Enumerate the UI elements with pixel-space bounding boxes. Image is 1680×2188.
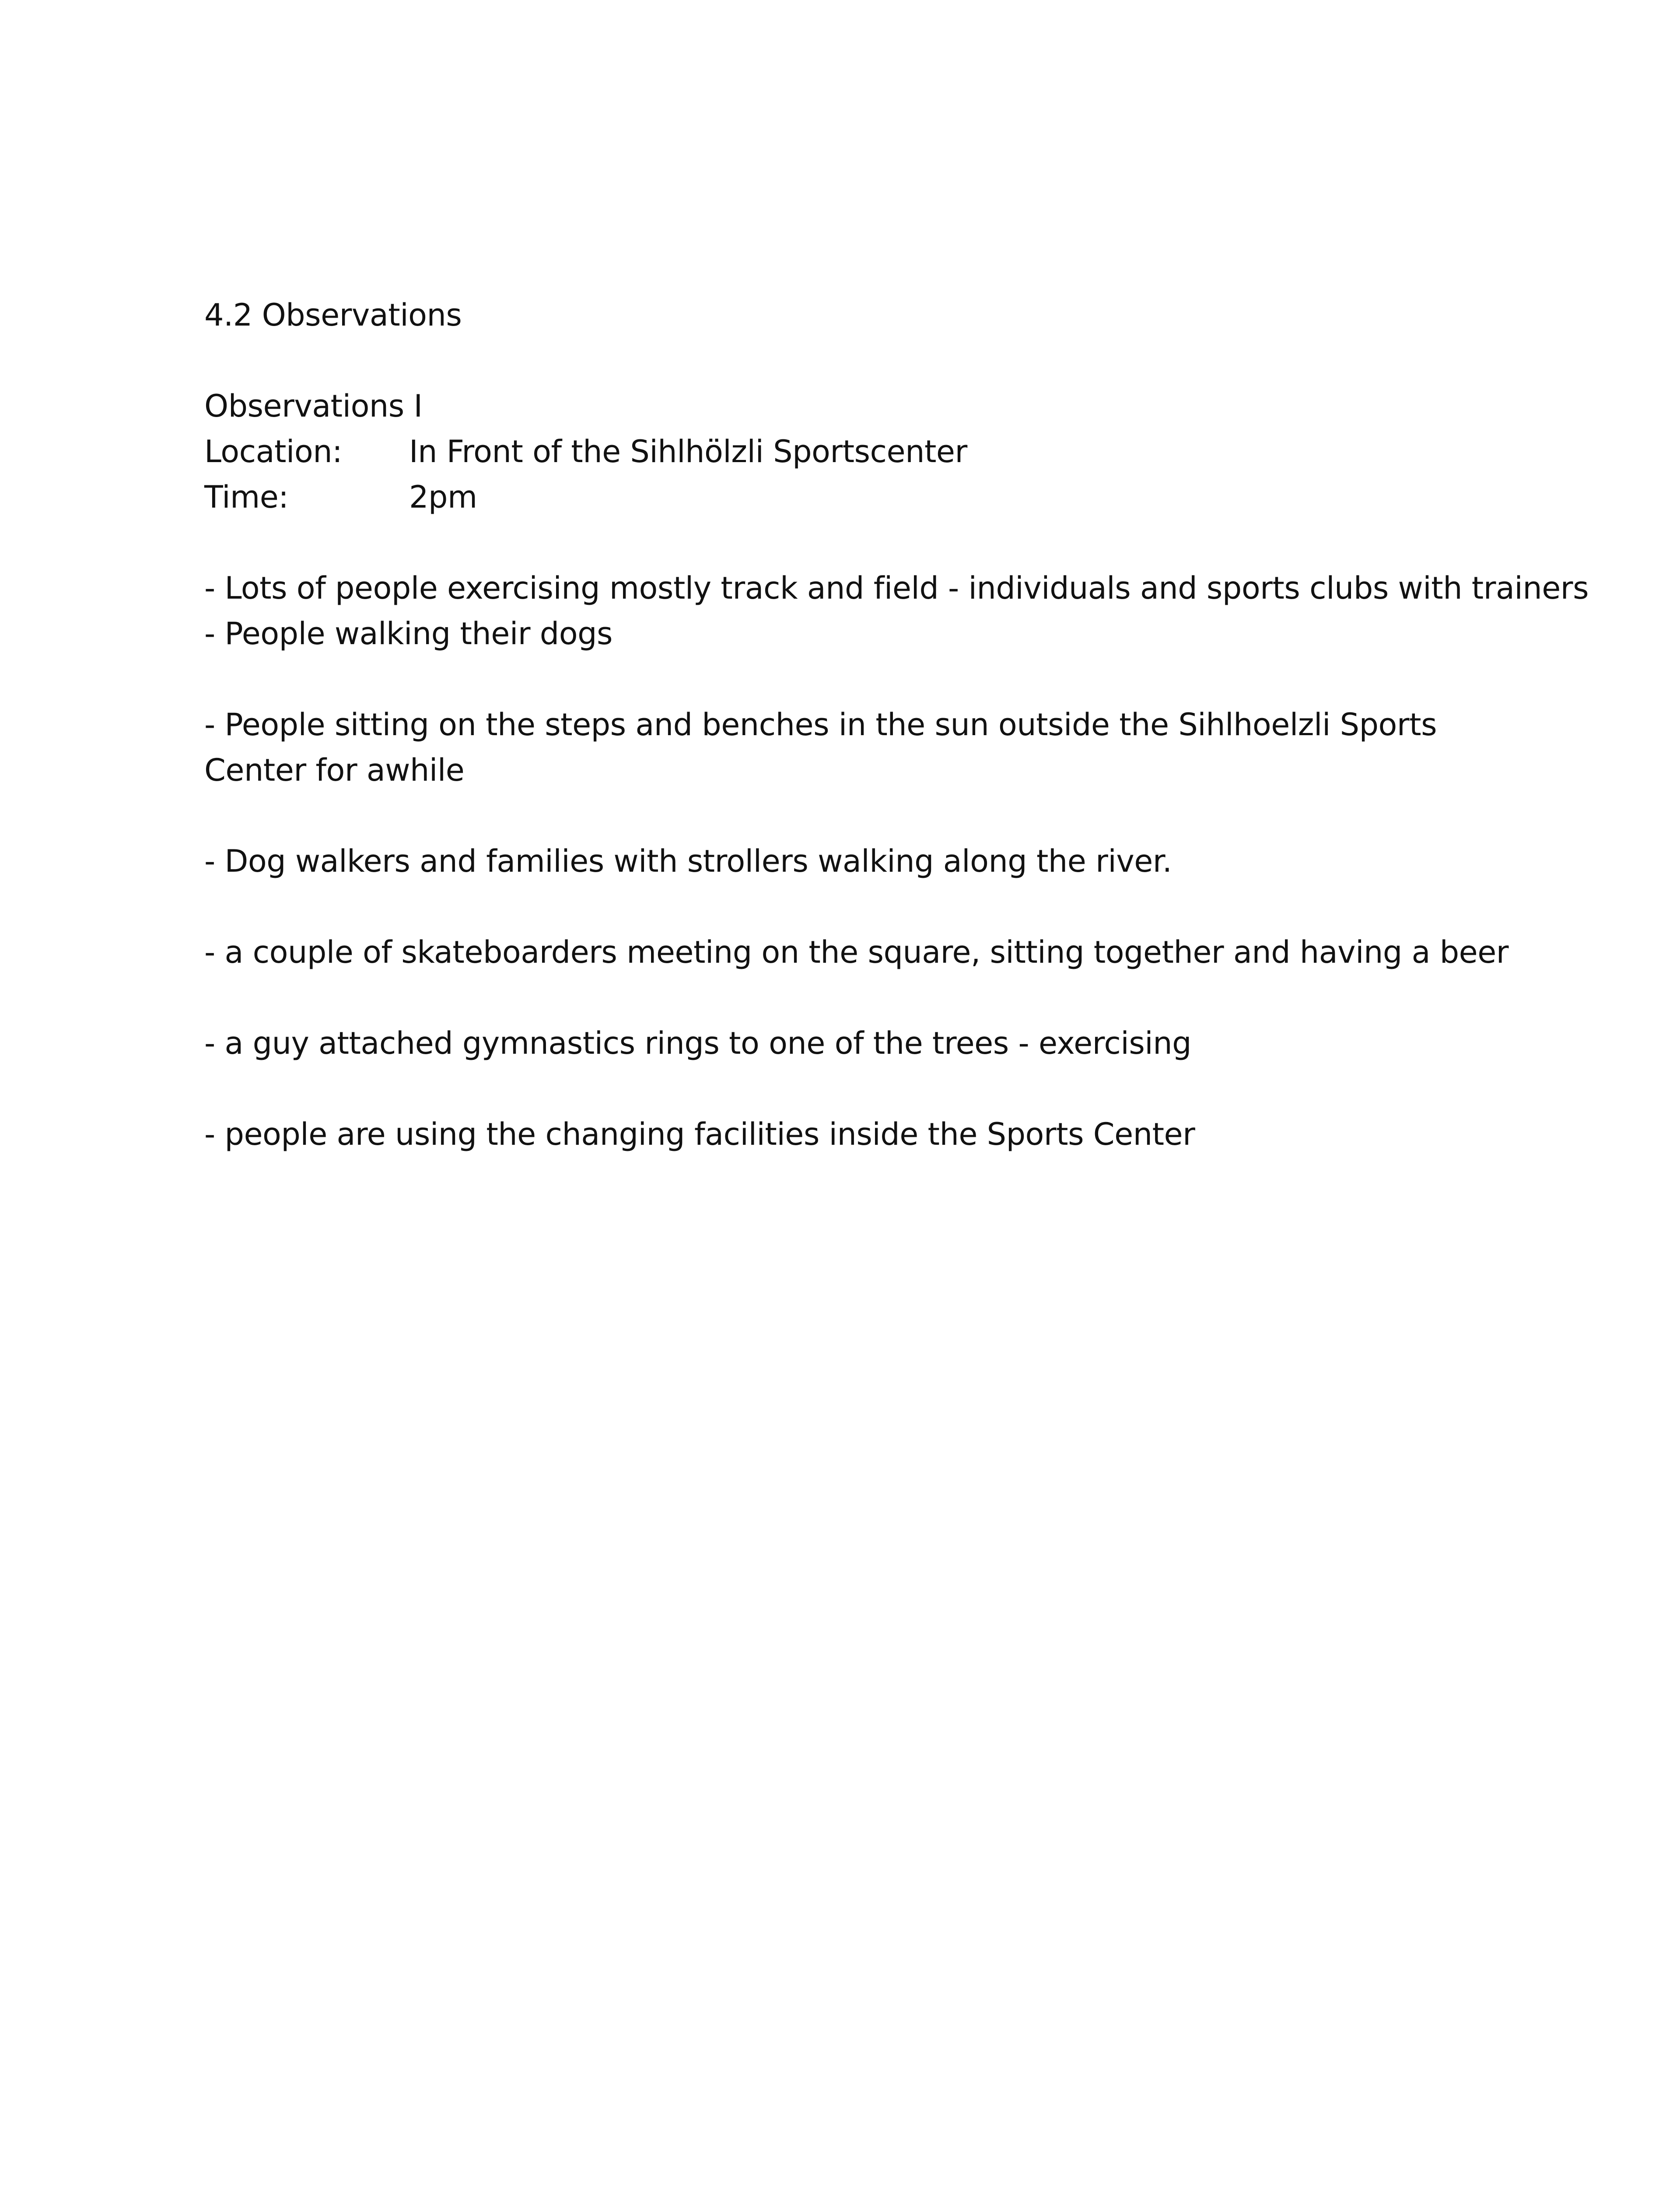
spacer bbox=[204, 656, 1499, 702]
spacer bbox=[204, 1066, 1499, 1112]
note-item: - people are using the changing facilities inside the Sports Center bbox=[204, 1116, 1195, 1152]
page-content bbox=[204, 292, 1589, 1157]
location-value: In Front of the Sihlhölzli Sportscenter bbox=[409, 434, 967, 470]
spacer bbox=[204, 793, 1499, 838]
time-row bbox=[204, 474, 1499, 520]
spacer bbox=[204, 338, 1499, 383]
note-item: - a guy attached gymnastics rings to one of the trees - exercising bbox=[204, 1025, 1192, 1061]
note-item: - People walking their dogs bbox=[204, 616, 612, 652]
note-item: - Lots of people exercising mostly track and field - individuals and sports clubs with trainers bbox=[204, 570, 1589, 606]
note-item: - Dog walkers and families with strollers walking along the river. bbox=[204, 843, 1172, 879]
time-label: Time: bbox=[204, 479, 289, 515]
location-label: Location: bbox=[204, 434, 343, 470]
spacer bbox=[204, 884, 1499, 929]
observation-title: Observations I bbox=[204, 388, 423, 424]
spacer bbox=[204, 520, 1499, 565]
time-value: 2pm bbox=[409, 479, 477, 515]
note-item: - a couple of skateboarders meeting on the square, sitting together and having a beer bbox=[204, 934, 1509, 970]
spacer bbox=[204, 975, 1499, 1020]
note-item: - People sitting on the steps and benches in the sun outside the Sihlhoelzli Sports Center for awhile bbox=[204, 707, 1437, 788]
section-heading: 4.2 Observations bbox=[204, 297, 462, 333]
location-row bbox=[204, 429, 1499, 474]
